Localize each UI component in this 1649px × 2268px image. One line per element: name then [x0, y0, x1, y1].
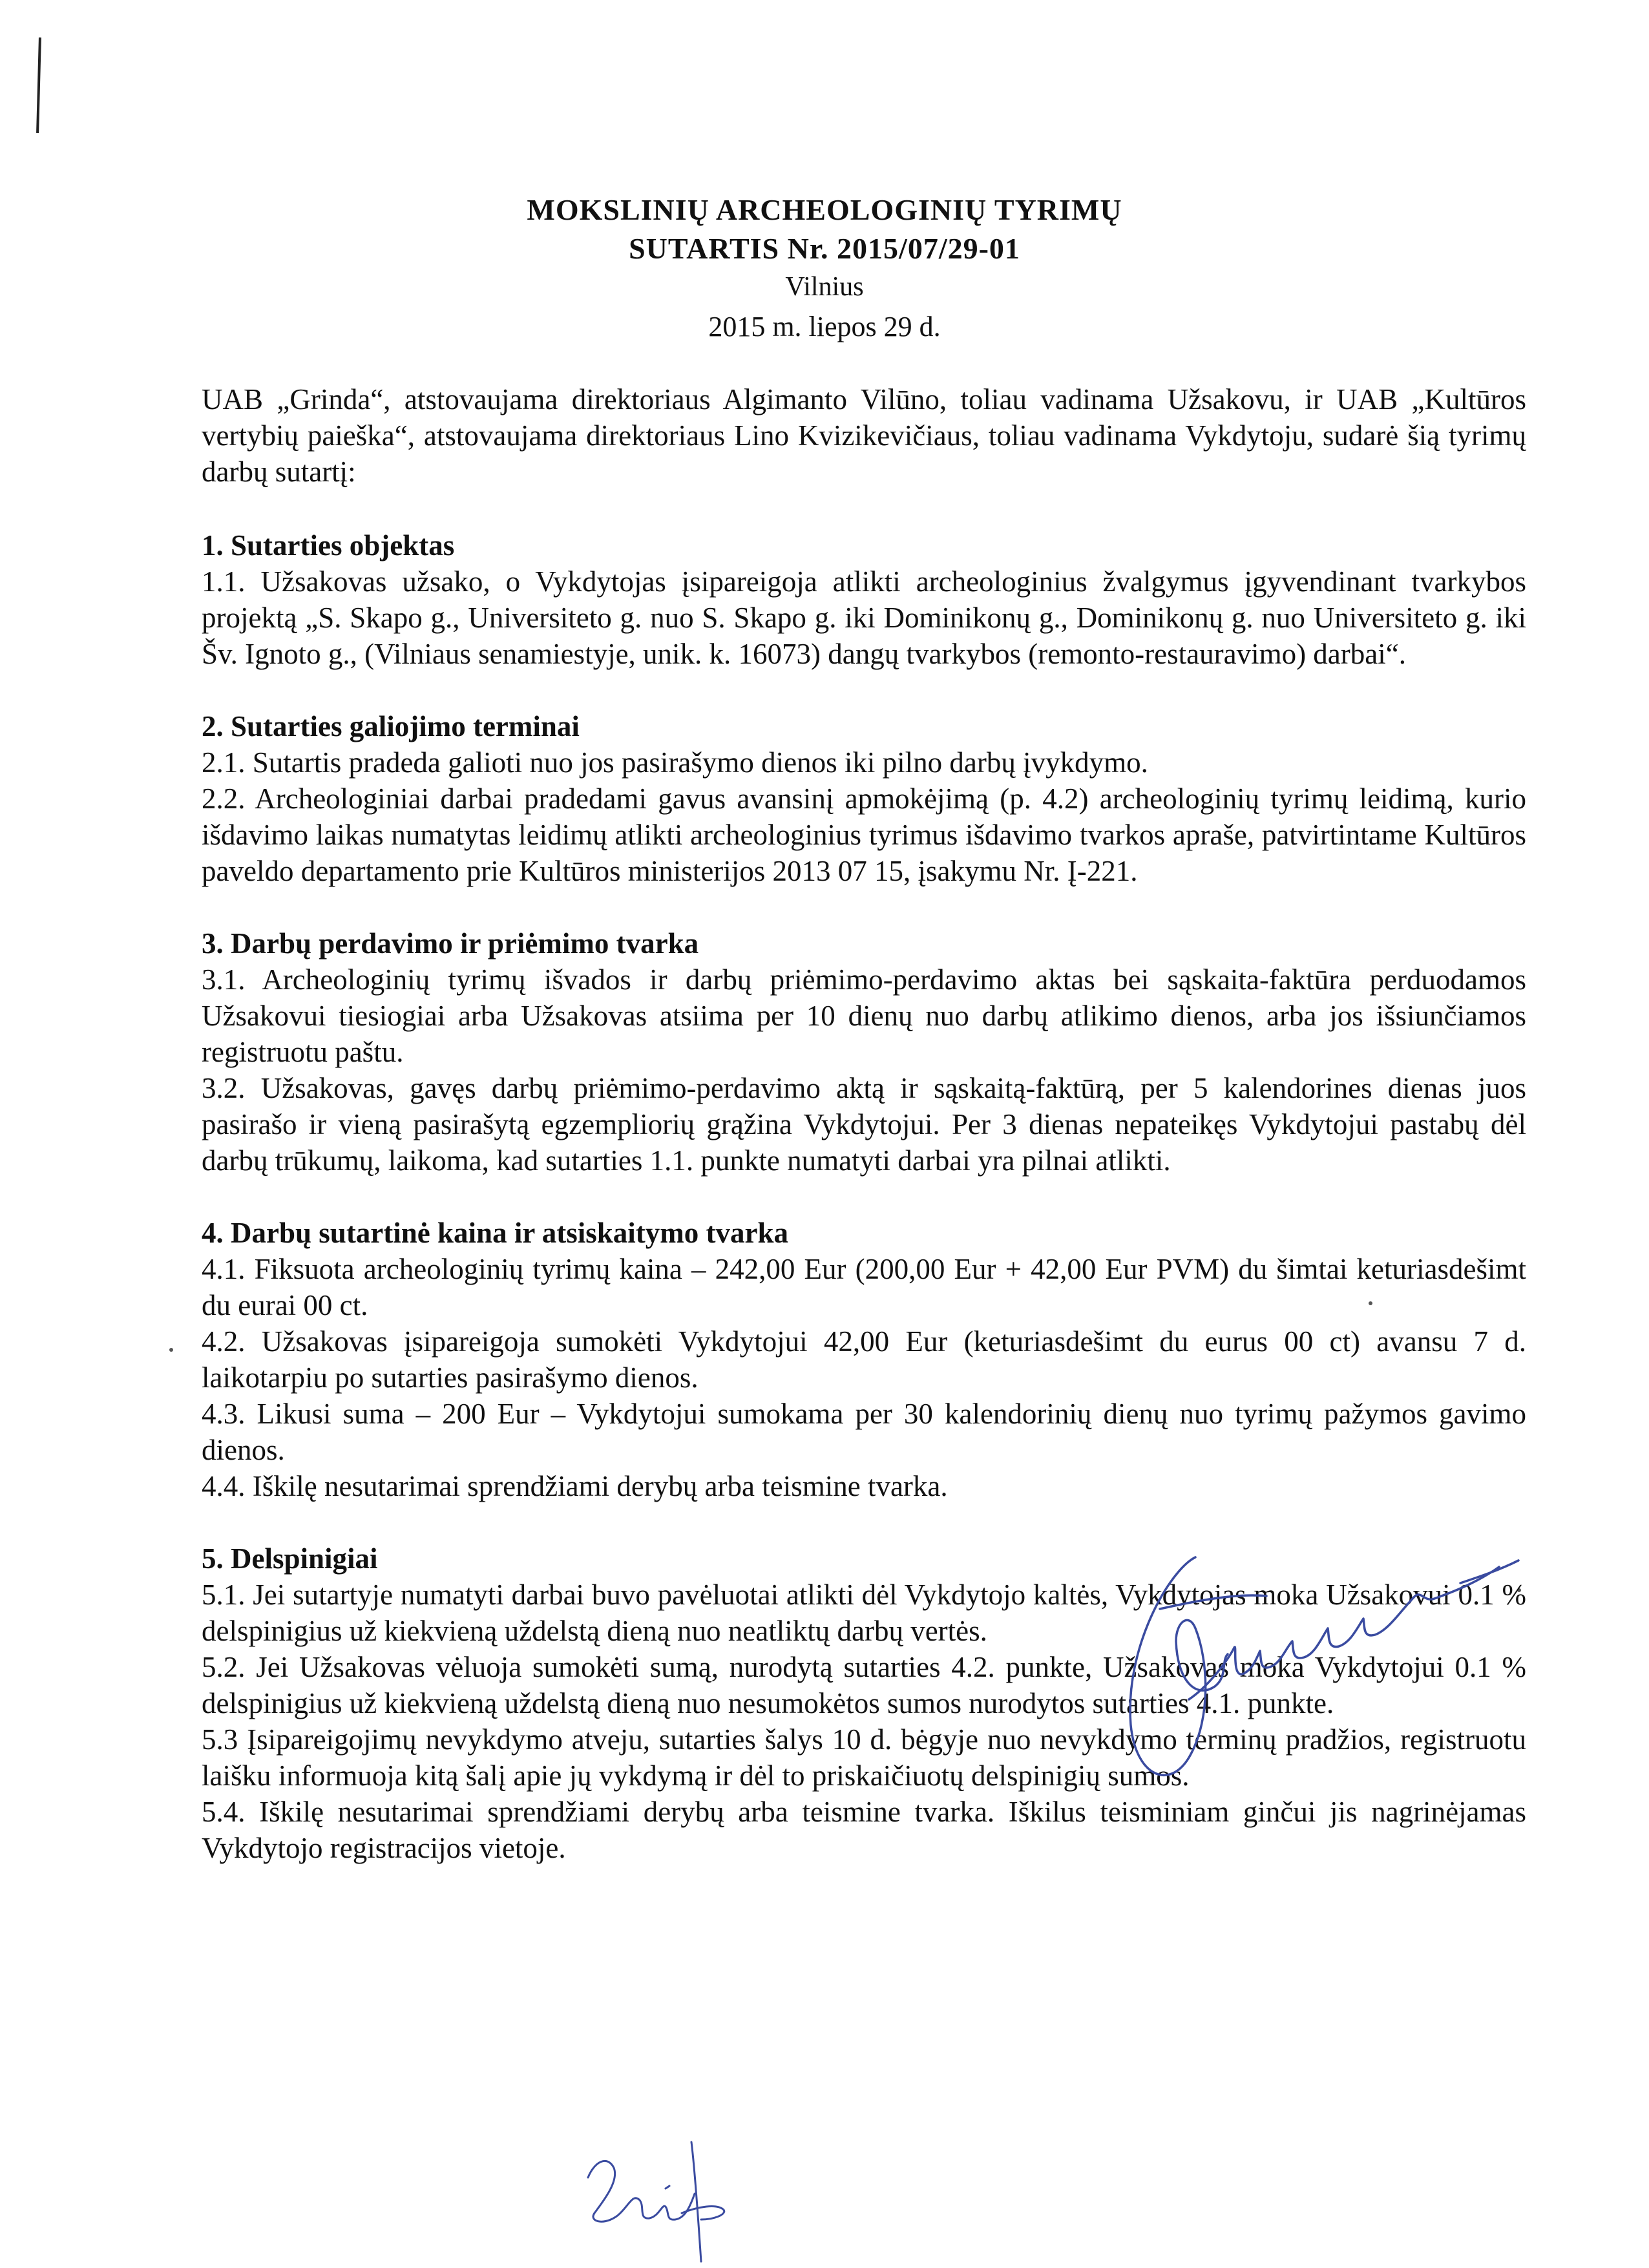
- scan-speck: [169, 1348, 173, 1352]
- document-date: 2015 m. liepos 29 d.: [708, 311, 941, 342]
- clause: 5.3 Įsipareigojimų nevykdymo atveju, sutarties šalys 10 d. bėgyje nuo nevykdymo terminų pradžios, registruotu laišku informuoja kitą šalį apie jų vykdymą ir dėl to priskaičiuotų delspinigių sumos.: [202, 1723, 1526, 1792]
- section-heading: 1. Sutarties objektas: [202, 529, 455, 562]
- clause: 3.1. Archeologinių tyrimų išvados ir darbų priėmimo-perdavimo aktas bei sąskaita-faktūra perduodamos Užsakovui tiesiogiai arba Užsakovas atsiima per 10 dienų nuo darbų atlikimo dienos, arba jos išsiunčiamos registruotu paštu.: [202, 963, 1526, 1068]
- section-heading: 2. Sutarties galiojimo terminai: [202, 710, 580, 742]
- clause: 2.1. Sutartis pradeda galioti nuo jos pasirašymo dienos iki pilno darbų įvykdymo.: [202, 746, 1148, 779]
- intro-paragraph: UAB „Grinda“, atstovaujama direktoriaus Algimanto Vilūno, toliau vadinama Užsakovu, ir UAB „Kultūros vertybių paieška“, atstovaujama direktoriaus Lino Kvizikevičiaus, toliau vadinama Vykdytoju, sudarė šią tyrimų darbų sutartį:: [202, 383, 1526, 488]
- clause: 4.2. Užsakovas įsipareigoja sumokėti Vykdytojui 42,00 Eur (keturiasdešimt du eurus 00 ct) avansu 7 d. laikotarpiu po sutarties pasirašymo dienos.: [202, 1325, 1526, 1394]
- clause: 4.3. Likusi suma – 200 Eur – Vykdytojui sumokama per 30 kalendorinių dienų nuo tyrimų pažymos gavimo dienos.: [202, 1398, 1526, 1466]
- section-price-payment: [202, 1215, 1526, 1504]
- section-heading: 4. Darbų sutartinė kaina ir atsiskaitymo tvarka: [202, 1217, 788, 1249]
- customer-signature: [1098, 1531, 1525, 1803]
- clause: 5.4. Iškilę nesutarimai sprendžiami derybų arba teismine tvarka. Iškilus teisminiam ginčui jis nagrinėjamas Vykdytojo registracijos vietoje.: [202, 1796, 1526, 1864]
- margin-mark: [36, 37, 41, 133]
- clause: 4.1. Fiksuota archeologinių tyrimų kaina – 242,00 Eur (200,00 Eur + 42,00 Eur PVM) du šimtai keturiasdešimt du eurai 00 ct.: [202, 1253, 1526, 1321]
- section-object: [202, 527, 1526, 672]
- contractor-initials-signature: [569, 2116, 743, 2265]
- section-heading: 5. Delspinigiai: [202, 1542, 378, 1575]
- document-title-line2: SUTARTIS Nr. 2015/07/29-01: [629, 232, 1020, 265]
- document-title-line1: MOKSLINIŲ ARCHEOLOGINIŲ TYRIMŲ: [527, 193, 1122, 226]
- clause: 1.1. Užsakovas užsako, o Vykdytojas įsipareigoja atlikti archeologinius žvalgymus įgyvendinant tvarkybos projektą „S. Skapo g., Universiteto g. nuo S. Skapo g. iki Dominikonų g., Dominikonų g. nuo Universiteto g. iki Šv. Ignoto g., (Vilniaus senamiestyje, unik. k. 16073) dangų tvarkybos (remonto-restauravimo) darbai“.: [202, 565, 1526, 670]
- clause: 5.2. Jei Užsakovas vėluoja sumokėti sumą, nurodytą sutarties 4.2. punkte, Užsakovas moka Vykdytojui 0.1 % delspinigius už kiekvieną uždelstą dieną nuo nesumokėtos sumos nurodytos sutarties 4.1. punkte.: [202, 1651, 1526, 1719]
- document-city: Vilnius: [785, 272, 864, 302]
- clause: 2.2. Archeologiniai darbai pradedami gavus avansinį apmokėjimą (p. 4.2) archeologinių tyrimų leidimą, kurio išdavimo laikas numatytas leidimų atlikti archeologinius tyrimus išdavimo tvarkos apraše, patvirtintame Kultūros paveldo departamento prie Kultūros ministerijos 2013 07 15, įsakymu Nr. Į-221.: [202, 782, 1526, 887]
- clause: 3.2. Užsakovas, gavęs darbų priėmimo-perdavimo aktą ir sąskaitą-faktūrą, per 5 kalendorines dienas juos pasirašo ir vieną pasirašytą egzempliorių grąžina Vykdytojui. Per 3 dienas nepateikęs Vykdytojui pastabų dėl darbų trūkumų, laikoma, kad sutarties 1.1. punkte numatyti darbai yra pilnai atlikti.: [202, 1072, 1526, 1177]
- clause: 5.1. Jei sutartyje numatyti darbai buvo pavėluotai atlikti dėl Vykdytojo kaltės, Vykdytojas moka Užsakovui 0.1 % delspinigius už kiekvieną uždelstą dieną nuo neatliktų darbų vertės.: [202, 1579, 1526, 1647]
- clause: 4.4. Iškilę nesutarimai sprendžiami derybų arba teismine tvarka.: [202, 1470, 948, 1502]
- section-validity-terms: [202, 708, 1526, 889]
- section-handover: [202, 925, 1526, 1179]
- section-heading: 3. Darbų perdavimo ir priėmimo tvarka: [202, 927, 699, 960]
